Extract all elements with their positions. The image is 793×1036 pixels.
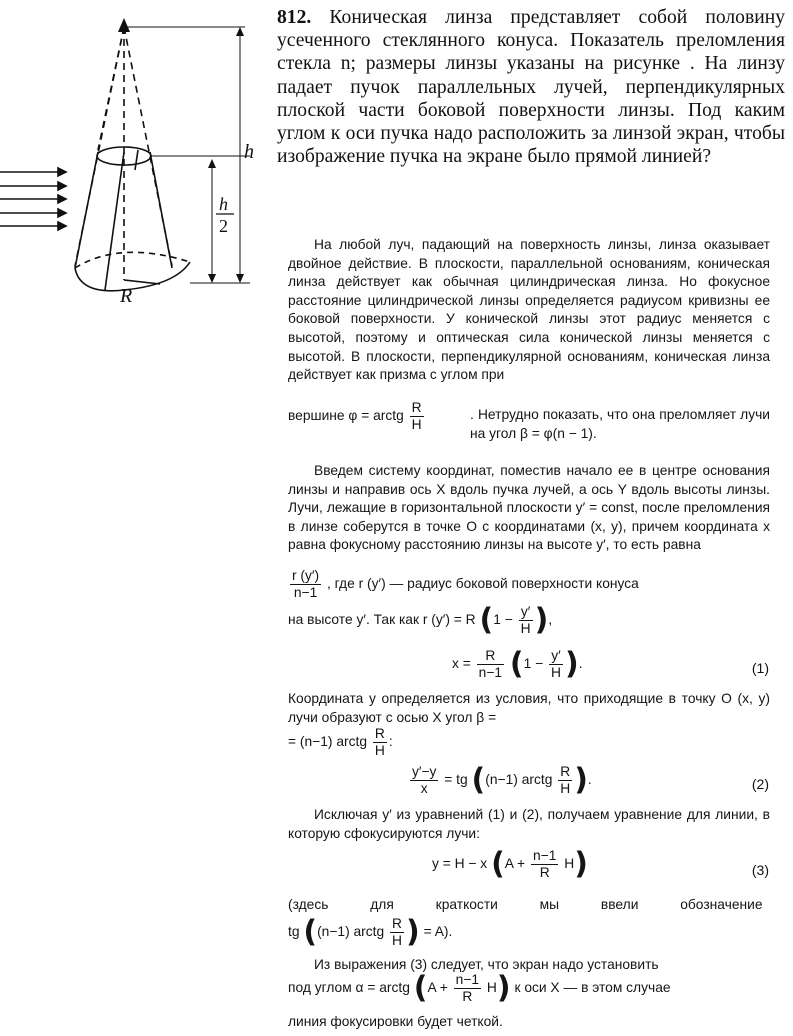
- phi-pre: вершине φ = arctg: [288, 408, 404, 424]
- phi-den: H: [411, 417, 422, 432]
- phi-post: . Нетрудно показать, что она преломляет лучи на угол β = φ(n − 1).: [470, 407, 770, 441]
- paren-open: (: [413, 970, 428, 1006]
- eq2-num: y′−y: [412, 764, 437, 779]
- eq2-inner-fraction: [558, 764, 572, 797]
- eq3-fraction: [531, 848, 558, 881]
- tg-den: H: [392, 933, 402, 948]
- paren-close: ): [565, 646, 579, 682]
- height-den: H: [520, 621, 531, 636]
- height-pre: на высоте y′. Так как r (y′) = R: [288, 612, 476, 628]
- r-num: r (y′): [292, 568, 320, 583]
- eq2-fnum: R: [560, 764, 571, 779]
- paren-open: (: [471, 762, 486, 798]
- eq2-den: x: [410, 780, 438, 797]
- solution-block-1: [288, 236, 770, 385]
- tg-pre: tg: [288, 924, 300, 940]
- problem-number: 812.: [277, 7, 312, 28]
- eq1-num: R: [485, 648, 496, 663]
- r-den: n−1: [290, 584, 321, 601]
- beta-fraction: [373, 726, 387, 759]
- beta-num: R: [374, 726, 385, 741]
- beta-line: [288, 726, 393, 759]
- paren-close: ): [534, 602, 549, 638]
- eq2-mid: = tg: [444, 772, 468, 788]
- eq3-num: n−1: [532, 848, 557, 863]
- height-num: y′: [520, 604, 531, 619]
- tg-post: = A).: [423, 924, 453, 940]
- solution-block-5: [288, 896, 770, 915]
- eq2-inner: (n−1) arctg: [485, 772, 553, 788]
- angle-post: к оси X — в этом случае: [514, 980, 671, 996]
- equation-2: [408, 764, 592, 797]
- paren-open: (: [491, 846, 505, 882]
- phi-fraction: [410, 400, 424, 433]
- beta-den: H: [374, 743, 385, 758]
- r-line: [288, 568, 639, 601]
- eq1-den2: H: [551, 665, 561, 680]
- equation-2-number: (2): [751, 776, 769, 792]
- tg-num: R: [392, 916, 402, 931]
- phi-post-block: [470, 406, 770, 443]
- solution-para-6: Из выражения (3) следует, что экран надо установить: [314, 957, 659, 972]
- tg-inner: (n−1) arctg: [317, 924, 385, 940]
- solution-block-3: [288, 690, 770, 727]
- eq3-pre: y = H − x: [432, 856, 488, 872]
- paren-open: (: [509, 646, 524, 682]
- eq1-one: 1 −: [523, 656, 544, 672]
- equation-1-number: (1): [751, 660, 769, 676]
- solution-para-4: Исключая y′ из уравнений (1) и (2), получаем уравнение для линии, в которую сфокусируются лучи:: [288, 807, 770, 841]
- eq1-post: .: [578, 656, 583, 672]
- phi-num: R: [411, 400, 422, 415]
- angle-a: A +: [427, 980, 448, 996]
- eq1-fraction: [477, 648, 504, 681]
- eq3-h: H: [564, 856, 575, 872]
- angle-line: [288, 972, 671, 1005]
- eq3-a: A +: [504, 856, 526, 872]
- solution-para-3: Координата y определяется из условия, что приходящие в точку O (x, y) лучи образуют с осью X угол β =: [288, 691, 770, 725]
- beta-post: :: [388, 734, 393, 750]
- paren-close: ): [406, 914, 420, 950]
- height-fraction: [519, 604, 533, 637]
- eq1-num2: y′: [551, 648, 561, 663]
- height-line: [288, 604, 552, 637]
- eq2-fden: H: [560, 781, 571, 796]
- angle-num: n−1: [455, 972, 480, 987]
- last-line: линия фокусировки будет четкой.: [288, 1014, 503, 1029]
- r-post: , где r (y′) — радиус боковой поверхности конуса: [326, 576, 639, 592]
- solution-block-2: [288, 462, 770, 555]
- equation-1: [452, 648, 583, 681]
- problem-text: Коническая линза представляет собой половину усеченного стеклянного конуса. Показатель преломления стекла n; размеры линзы указаны на рисунке . На линзу падает пучок параллельных лучей, перпендикулярных плоской части боковой поверхности линзы. Под каким углом к оси пучка надо расположить за линзой экран, чтобы изображение пучка на экране было прямой линией?: [277, 7, 785, 168]
- tg-fraction: [390, 916, 404, 949]
- solution-block-4: [288, 806, 770, 843]
- equation-3: [432, 848, 588, 881]
- phi-line: [288, 400, 426, 433]
- label-h: h: [244, 141, 254, 163]
- eq1-den: n−1: [478, 665, 503, 680]
- angle-pre: под углом α = arctg: [288, 980, 410, 996]
- paren-close: ): [496, 970, 511, 1006]
- r-fraction: [290, 568, 321, 601]
- solution-para-1: На любой луч, падающий на поверхность линзы, линза оказывает двойное действие. В плоскости, параллельной основаниям, коническая линза действует как обычная цилиндрическая линза. Но фокусное расстояние цилиндрической линзы определяется радиусом кривизны ее боковой поверхности. У конической линзы этот радиус меняется с высотой, поэтому и оптическая сила конической линзы меняется с высотой. В плоскости, перпендикулярной основаниям, коническая линза действует как призма с углом при: [288, 237, 770, 383]
- paren-close: ): [574, 846, 588, 882]
- angle-den: R: [454, 988, 481, 1005]
- height-post: ,: [548, 612, 553, 628]
- problem-statement: [277, 6, 785, 168]
- paren-open: (: [303, 914, 318, 950]
- height-one: 1 −: [493, 612, 513, 628]
- solution-para-2: Введем систему координат, поместив начало ее в центре основания линзы и направив ось X вдоль пучка лучей, а ось Y вдоль высоты линзы. Лучи, лежащие в горизонтальной плоскости y′ = const, после преломления в линзе соберутся в точке O с координатами (x, y), причем координата x равна фокусному расстоянию линзы на высоте y′, то есть равна: [288, 463, 770, 553]
- tg-line: [288, 916, 452, 949]
- equation-3-number: (3): [751, 862, 769, 878]
- angle-h: H: [486, 980, 497, 996]
- angle-fraction: [454, 972, 481, 1005]
- paren-close: ): [574, 762, 588, 798]
- solution-para-5: (здесь для краткости мы ввели обозначение: [288, 897, 763, 912]
- paren-open: (: [479, 602, 494, 638]
- label-h2-den: 2: [219, 216, 228, 236]
- eq2-post: .: [587, 772, 592, 788]
- eq3-den: R: [531, 864, 558, 881]
- eq1-pre: x =: [452, 656, 471, 672]
- label-R: R: [120, 285, 133, 307]
- beta-pre: = (n−1) arctg: [288, 734, 367, 750]
- incident-rays-arrows: [0, 168, 66, 230]
- label-h2-num: h: [219, 194, 228, 214]
- eq1-fraction-2: [549, 648, 563, 681]
- cone-lens-figure: [0, 0, 290, 310]
- eq2-fraction: [410, 764, 438, 797]
